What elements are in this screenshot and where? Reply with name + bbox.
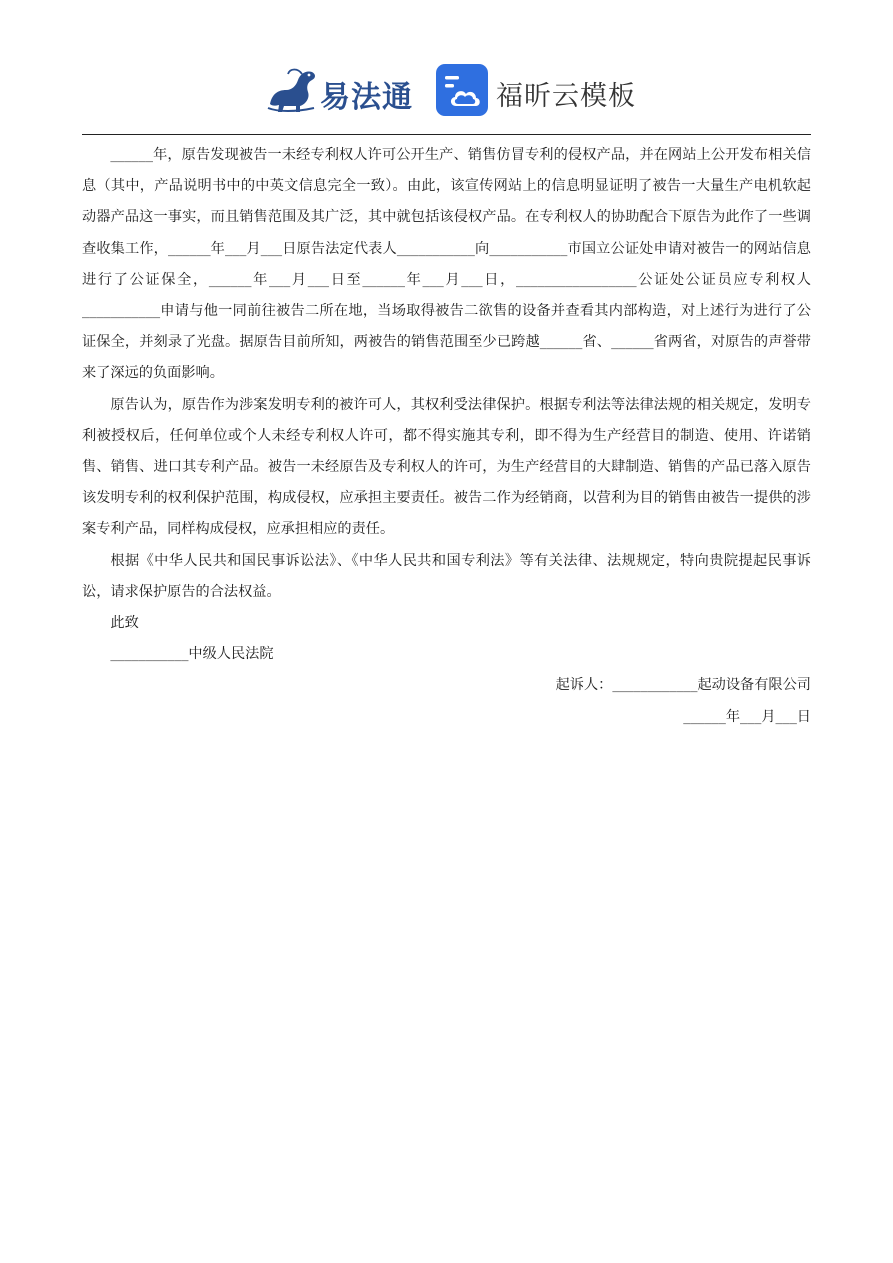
paragraph-request: 根据《中华人民共和国民事诉讼法》、《中华人民共和国专利法》等有关法律、法规规定，特向贵院提起民事诉讼，请求保护原告的合法权益。 bbox=[82, 552, 811, 600]
court-name: ___________中级人民法院 bbox=[110, 646, 274, 663]
closing-salutation: 此致 bbox=[110, 615, 139, 632]
paragraph-facts: ______年，原告发现被告一未经专利权人许可公开生产、销售仿冒专利的侵权产品，并在网站上公开发布相关信息（其中，产品说明书中的中英文信息完全一致）。由此，该宣传网站上的信息明显证明了被告一大量生产电机软起动器产品这一事实，而且销售范围及其广泛，其中就包括该侵权产品。在专利权人的协助配合下原告为此作了一些调查收集工作，______年___月___日原告法定代表人___________向___________市国立公证处申请对被告一的网站信息进行了公证保全，______年___月___日至______年___月___日，_________________公证处公证员应专利权人___________申请与他一同前往被告二所在地，当场取得被告二欲售的设备并查看其内部构造，对上述行为进行了公证保全，并刻录了光盘。据原告目前所知，两被告的销售范围至少已跨越______省、______省两省，对原告的声誉带来了深远的负面影响。 bbox=[82, 147, 811, 382]
plaintiff-signature: 起诉人：____________起动设备有限公司 bbox=[555, 677, 811, 694]
logo-left-text: 易法通 bbox=[320, 80, 413, 115]
cloud-document-icon bbox=[436, 64, 488, 116]
yifatong-logo bbox=[262, 64, 414, 116]
document-body bbox=[82, 140, 811, 733]
foxit-cloud-template-logo bbox=[436, 64, 636, 116]
signature-date: ______年___月___日 bbox=[683, 708, 811, 725]
paragraph-opinion: 原告认为，原告作为涉案发明专利的被许可人，其权利受法律保护。根据专利法等法律法规的相关规定，发明专利被授权后，任何单位或个人未经专利权人许可，都不得实施其专利，即不得为生产经营目的制造、使用、许诺销售、销售、进口其专利产品。被告一未经原告及专利权人的许可，为生产经营目的大肆制造、销售的产品已落入原告该发明专利的权利保护范围，构成侵权，应承担主要责任。被告二作为经销商，以营利为目的销售由被告一提供的涉案专利产品，同样构成侵权，应承担相应的责任。 bbox=[82, 396, 811, 538]
qilin-horse-icon bbox=[262, 64, 322, 116]
logo-right-text: 福昕云模板 bbox=[496, 81, 636, 112]
header-divider bbox=[82, 134, 811, 135]
page-header bbox=[0, 58, 893, 124]
